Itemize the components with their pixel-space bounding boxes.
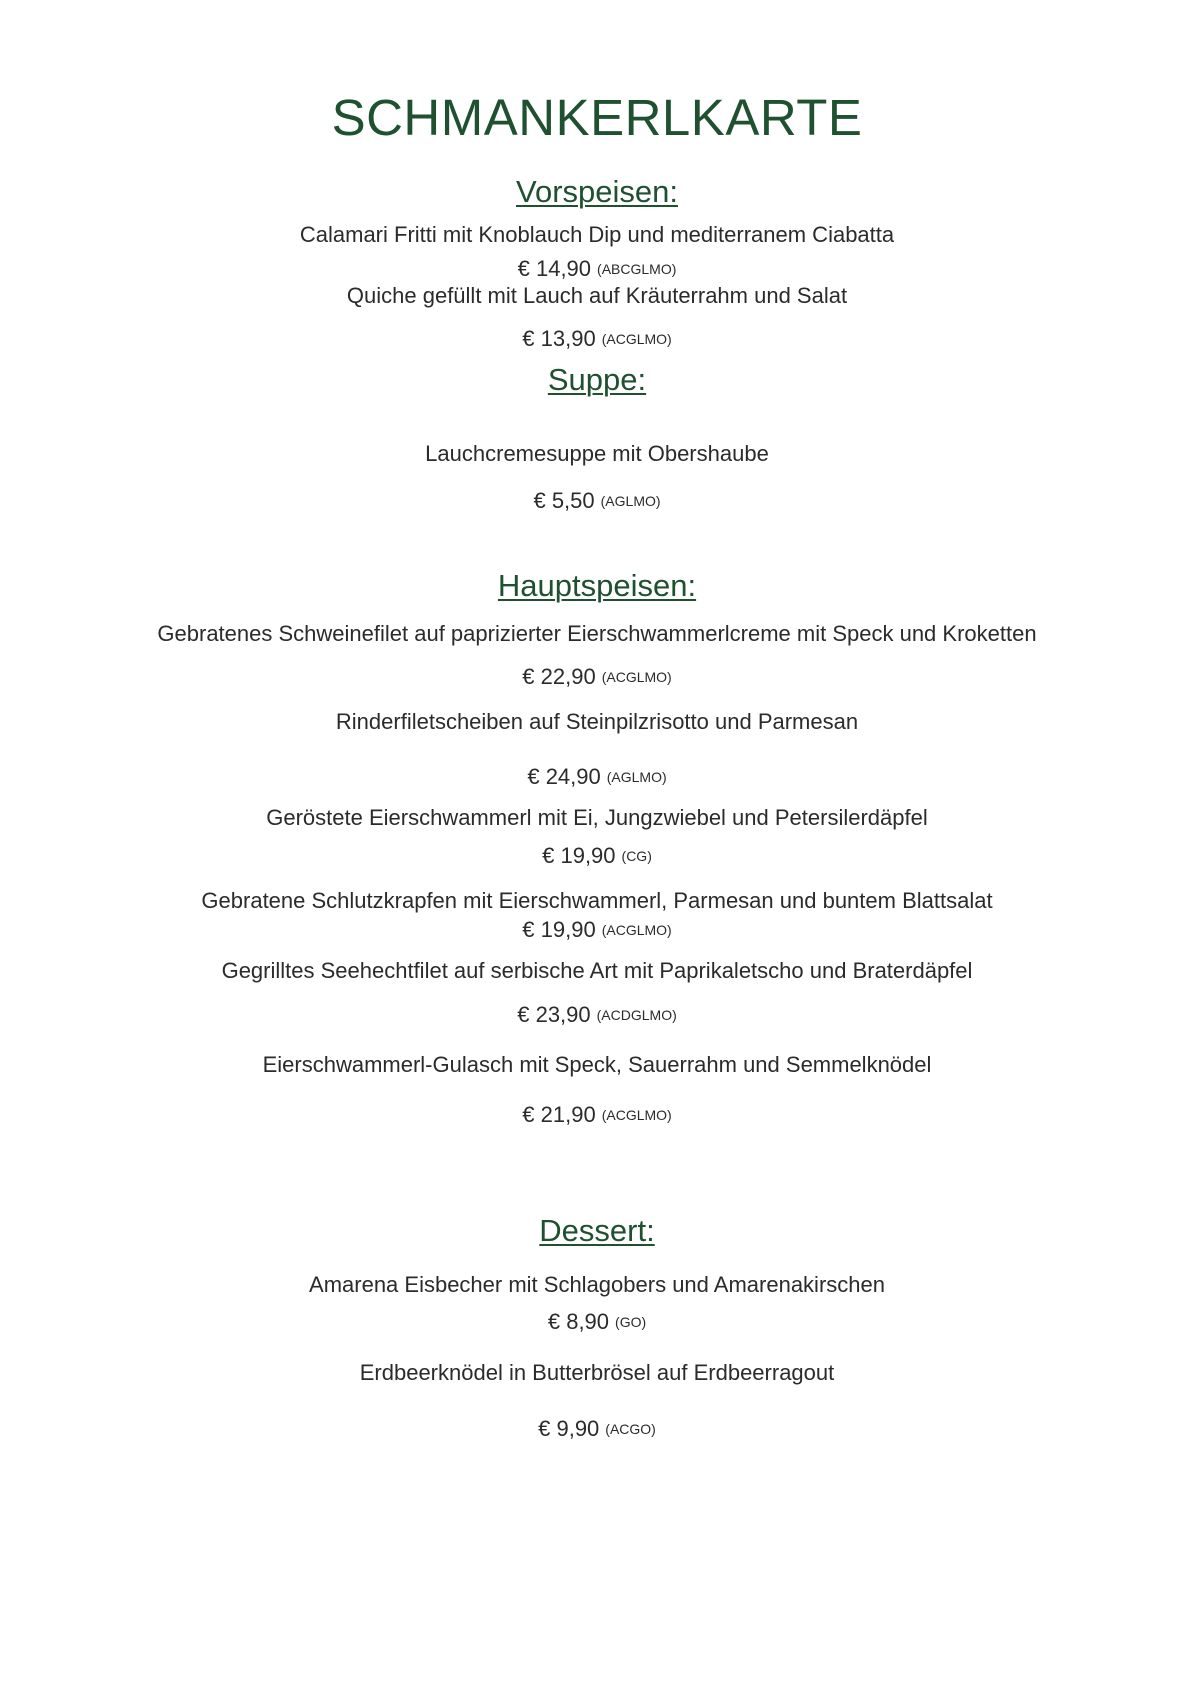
allergen-codes: (ABCGLMO) [597,261,677,277]
allergen-codes: (ACGLMO) [601,669,672,685]
dish-name: Lauchcremesuppe mit Obershaube [425,441,769,466]
dish-price [0,326,1194,352]
price-value: € 22,90 [522,664,596,689]
dish-name: Rinderfiletscheiben auf Steinpilzrisotto und Parmesan [335,709,859,734]
dish-price [0,764,1194,790]
section-heading-hauptspeisen: Hauptspeisen: [497,568,697,603]
price-value: € 9,90 [538,1416,600,1441]
price-value: € 19,90 [522,917,596,942]
dish-name: Gegrilltes Seehechtfilet auf serbische Art mit Paprikaletscho und Braterdäpfel [221,958,973,983]
section-heading-vorspeisen: Vorspeisen: [516,174,678,209]
dish-price [0,256,1194,282]
allergen-codes: (ACGLMO) [601,922,672,938]
price-value: € 23,90 [517,1002,591,1027]
section-heading-suppe: Suppe: [547,362,647,397]
allergen-codes: (GO) [615,1314,647,1330]
price-value: € 24,90 [527,764,601,789]
dish-price [0,1309,1194,1335]
allergen-codes: (ACDGLMO) [596,1007,677,1023]
dish-name: Gebratene Schlutzkrapfen mit Eierschwammerl, Parmesan und buntem Blattsalat [201,888,993,913]
dish-price [0,664,1194,690]
page-title: SCHMANKERLKARTE [331,89,863,146]
dish-name: Calamari Fritti mit Knoblauch Dip und mediterranem Ciabatta [299,222,895,247]
dish-name: Eierschwammerl-Gulasch mit Speck, Sauerrahm und Semmelknödel [262,1052,932,1077]
dish-price [0,1102,1194,1128]
price-value: € 14,90 [517,256,592,281]
dish-price [0,843,1194,869]
allergen-codes: (ACGLMO) [601,1107,672,1123]
allergen-codes: (AGLMO) [600,493,661,509]
dish-price [0,917,1194,943]
dish-name: Erdbeerknödel in Butterbrösel auf Erdbeerragout [359,1360,835,1385]
allergen-codes: (ACGLMO) [601,331,672,347]
price-value: € 19,90 [542,843,616,868]
dish-price [0,1416,1194,1442]
allergen-codes: (CG) [621,848,652,864]
allergen-codes: (AGLMO) [606,769,667,785]
dish-name: Quiche gefüllt mit Lauch auf Kräuterrahm und Salat [346,283,848,308]
dish-name: Geröstete Eierschwammerl mit Ei, Jungzwiebel und Petersilerdäpfel [266,805,928,830]
price-value: € 13,90 [522,326,596,351]
section-heading-dessert: Dessert: [539,1213,655,1248]
price-value: € 8,90 [547,1309,610,1334]
dish-price [0,1002,1194,1028]
dish-name: Amarena Eisbecher mit Schlagobers und Amarenakirschen [309,1272,885,1297]
dish-name: Gebratenes Schweinefilet auf paprizierter Eierschwammerlcreme mit Speck und Kroketten [157,621,1037,646]
price-value: € 5,50 [533,488,595,513]
allergen-codes: (ACGO) [605,1421,656,1437]
price-value: € 21,90 [522,1102,596,1127]
dish-price [0,488,1194,514]
